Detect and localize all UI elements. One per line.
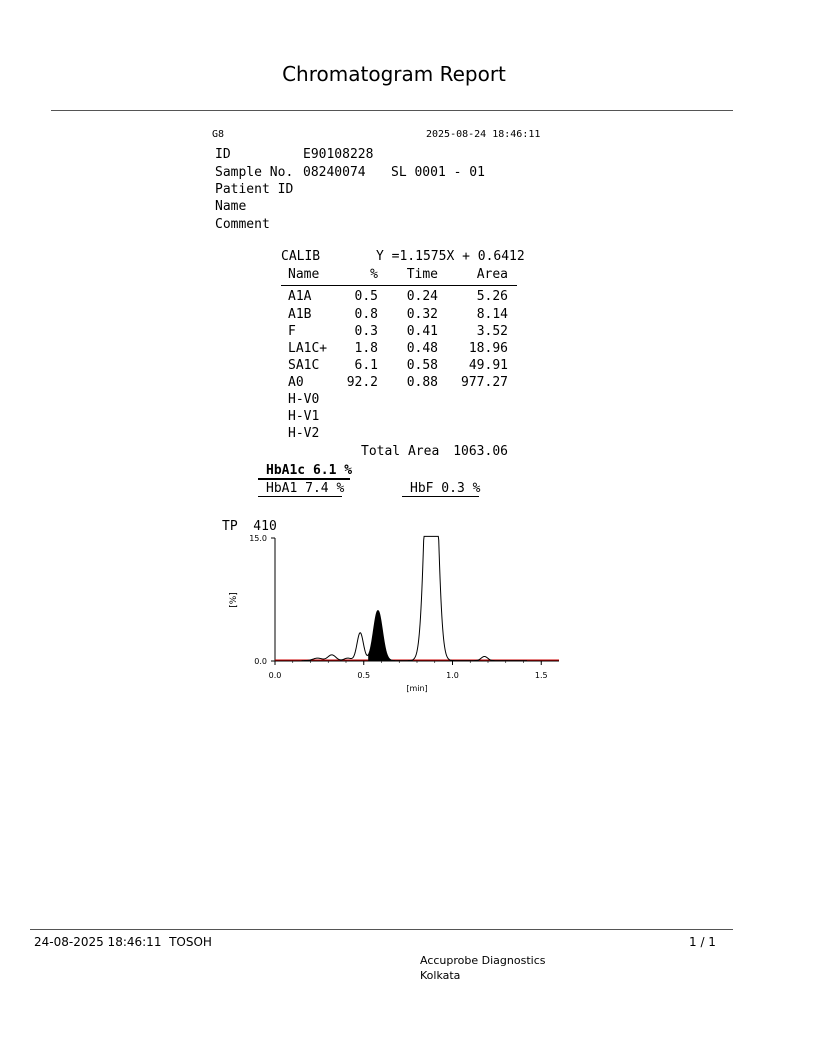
field-id-value: E90108228: [303, 147, 374, 162]
page-number: 1 / 1: [689, 935, 716, 949]
footer-timestamp: 24-08-2025 18:46:11 TOSOH: [34, 935, 212, 949]
row-name: A1B: [288, 307, 312, 322]
result-hba1c: HbA1c 6.1 %: [266, 463, 353, 478]
title-divider: [51, 110, 733, 111]
field-id-label: ID: [215, 147, 231, 162]
row-percent: 92.2: [346, 375, 378, 390]
row-name: SA1C: [288, 358, 320, 373]
chromatogram-trace: [302, 536, 527, 660]
x-axis-label: [min]: [406, 684, 428, 693]
field-patient-id-label: Patient ID: [215, 182, 294, 197]
row-percent: 0.8: [354, 307, 378, 322]
row-percent: 0.5: [354, 289, 378, 304]
x-tick-label: 1.5: [534, 671, 548, 680]
col-header-area: Area: [476, 267, 508, 282]
y-tick-label: 15.0: [249, 534, 267, 543]
col-header-name: Name: [288, 267, 320, 282]
row-area: 5.26: [476, 289, 508, 304]
row-name: H-V2: [288, 426, 320, 441]
peak-sa1c-fill: [368, 611, 391, 661]
row-time: 0.88: [406, 375, 438, 390]
lab-name: Accuprobe Diagnostics: [420, 954, 546, 967]
field-sample-label: Sample No.: [215, 165, 294, 180]
table-header-rule: [281, 285, 517, 286]
row-time: 0.48: [406, 341, 438, 356]
row-area: 3.52: [476, 324, 508, 339]
col-header-percent: %: [370, 267, 378, 282]
instrument-label: G8: [212, 129, 225, 140]
y-axis-label: [%]: [229, 592, 239, 608]
tp-label: TP 410: [222, 519, 277, 534]
chart-peaks: [302, 536, 527, 661]
result-hba1-underline: [258, 496, 342, 497]
result-hba1c-underline: [258, 478, 350, 480]
chart-ticks: [229, 534, 548, 693]
row-time: 0.32: [406, 307, 438, 322]
x-tick-label: 0.5: [357, 671, 371, 680]
row-time: 0.58: [406, 358, 438, 373]
row-area: 49.91: [468, 358, 508, 373]
lab-city: Kolkata: [420, 969, 461, 982]
row-name: H-V1: [288, 409, 320, 424]
row-area: 8.14: [476, 307, 508, 322]
calib-equation: Y =1.1575X + 0.6412: [376, 249, 525, 264]
row-name: LA1C+: [288, 341, 328, 356]
row-name: A0: [288, 375, 304, 390]
row-area: 977.27: [461, 375, 508, 390]
row-area: 18.96: [468, 341, 508, 356]
row-percent: 6.1: [354, 358, 378, 373]
result-hbf: HbF 0.3 %: [410, 481, 481, 496]
y-tick-label: 0.0: [254, 657, 267, 666]
x-tick-label: 0.0: [268, 671, 282, 680]
result-hbf-underline: [402, 496, 479, 497]
row-name: H-V0: [288, 392, 320, 407]
print-datetime: 2025-08-24 18:46:11: [426, 129, 541, 140]
row-time: 0.24: [406, 289, 438, 304]
calib-label: CALIB: [281, 249, 321, 264]
row-percent: 0.3: [354, 324, 378, 339]
field-sample-value: 08240074: [303, 165, 366, 180]
col-header-time: Time: [406, 267, 438, 282]
report-title: Chromatogram Report: [282, 62, 506, 86]
row-name: F: [288, 324, 296, 339]
field-comment-label: Comment: [215, 217, 270, 232]
chromatogram-chart: [220, 530, 570, 695]
field-name-label: Name: [215, 199, 247, 214]
total-area-label: Total Area: [361, 444, 440, 459]
total-area-value: 1063.06: [453, 444, 508, 459]
row-percent: 1.8: [354, 341, 378, 356]
footer-divider: [30, 929, 733, 930]
field-sample-sl: SL 0001 - 01: [391, 165, 485, 180]
result-hba1: HbA1 7.4 %: [266, 481, 345, 496]
row-time: 0.41: [406, 324, 438, 339]
row-name: A1A: [288, 289, 312, 304]
x-tick-label: 1.0: [446, 671, 459, 680]
chart-axes: [275, 538, 559, 661]
